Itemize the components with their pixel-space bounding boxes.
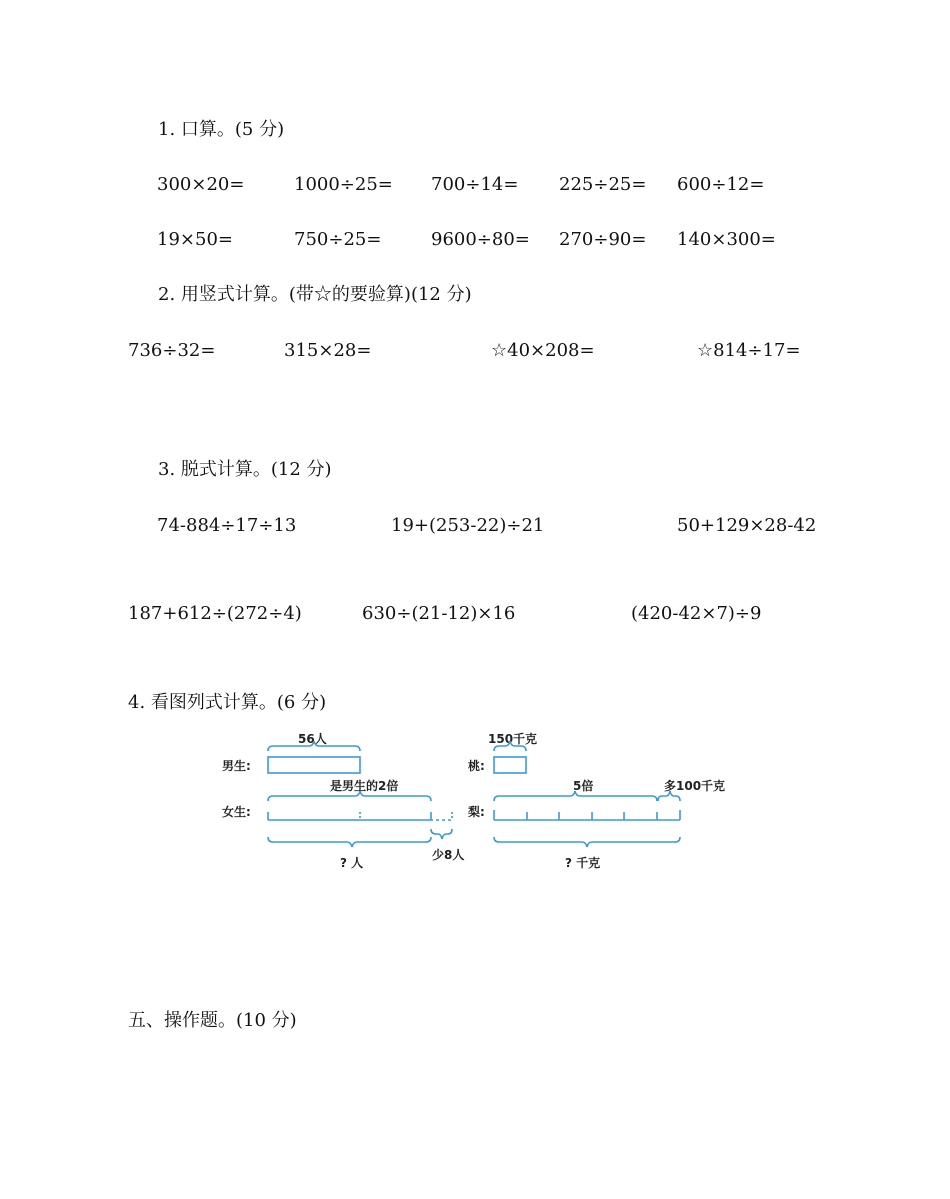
q5-heading: 五、操作题。(10 分) [128,1010,297,1031]
q1-item: 600÷12= [677,174,765,195]
peach-bar [494,757,526,773]
line-segment-diagram [200,725,740,875]
q3-item: (420-42×7)÷9 [631,603,762,624]
q2-item: ☆40×208= [491,340,595,361]
q1-item: 1000÷25= [294,174,393,195]
boys-bar [268,757,360,773]
q3-item: 19+(253-22)÷21 [391,515,545,536]
q1-item: 225÷25= [559,174,647,195]
q3-item: 187+612÷(272÷4) [128,603,302,624]
boys-top-brace [268,741,360,751]
q2-item: ☆814÷17= [697,340,801,361]
q2-heading: 2. 用竖式计算。(带☆的要验算)(12 分) [158,284,472,305]
boys-label: 男生: [222,759,251,773]
boys-count-label: 56人 [298,732,327,746]
q1-heading: 1. 口算。(5 分) [158,119,285,140]
peach-label: 桃: [468,759,485,773]
less-brace [431,829,452,839]
q1-item: 700÷14= [431,174,519,195]
q4-heading: 4. 看图列式计算。(6 分) [128,692,327,713]
pear-question: ? 千克 [565,856,601,870]
q3-heading: 3. 脱式计算。(12 分) [158,459,332,480]
pear-times-label: 5倍 [573,779,594,793]
q1-item: 270÷90= [559,229,647,250]
q2-item: 736÷32= [128,340,216,361]
pear-bottom-brace [494,837,680,847]
q2-item: 315×28= [284,340,372,361]
total-bottom-brace [268,837,431,847]
girls-label: 女生: [222,805,251,819]
girls-question: ? 人 [340,856,364,870]
q1-item: 300×20= [157,174,245,195]
less-label: 少8人 [432,848,465,862]
q1-item: 9600÷80= [431,229,530,250]
q1-item: 140×300= [677,229,776,250]
q1-item: 750÷25= [294,229,382,250]
pear-label: 梨: [468,805,485,819]
pear-top-brace [494,791,657,801]
q3-item: 74-884÷17÷13 [157,515,297,536]
q3-item: 50+129×28-42 [677,515,817,536]
girls-times-label: 是男生的2倍 [330,779,399,793]
q1-item: 19×50= [157,229,233,250]
pear-more-label: 多100千克 [664,779,726,793]
q3-item: 630÷(21-12)×16 [362,603,516,624]
pear-ticks [494,810,680,820]
peach-amount-label: 150千克 [488,732,538,746]
